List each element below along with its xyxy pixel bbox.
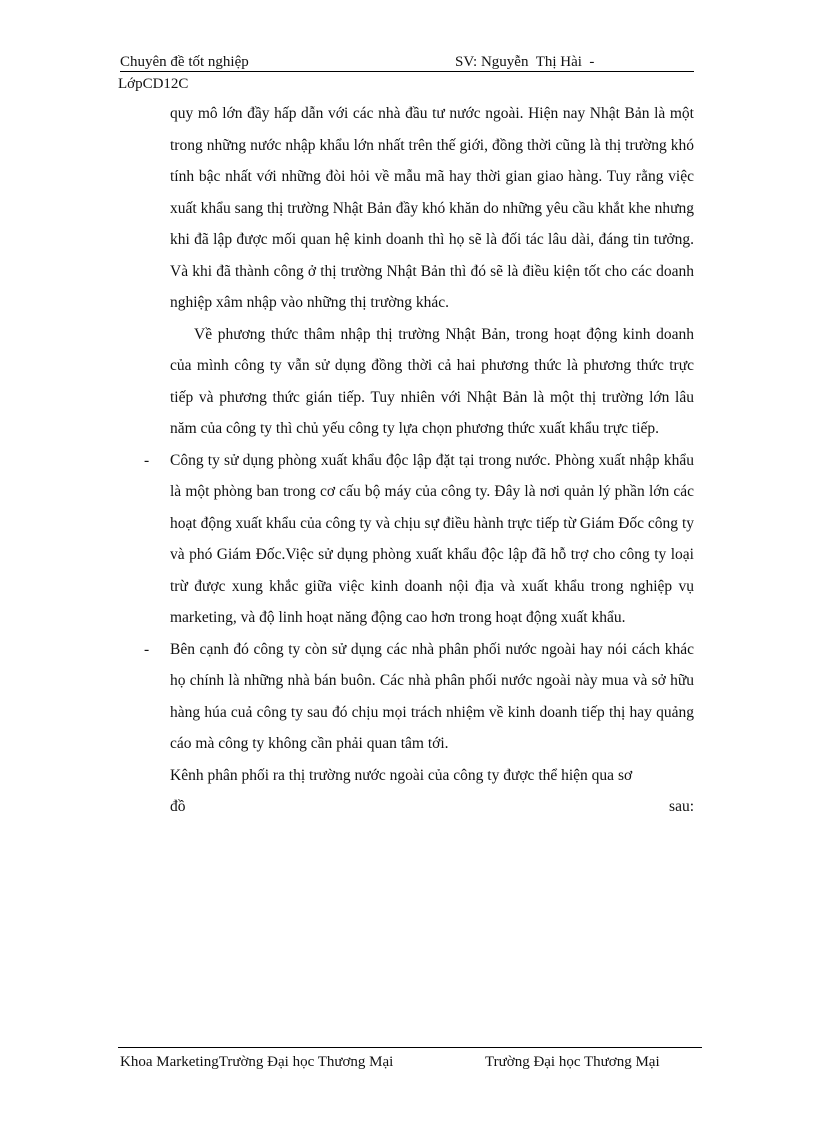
bullet-dash: - (144, 451, 150, 469)
paragraph-1: quy mô lớn đầy hấp dẫn với các nhà đầu tư nước ngoài. Hiện nay Nhật Bản là một trong những nước nhập khẩu lớn nhất trên thế giới, đồng thời cũng là thị trường khó tính bậc nhất với những đòi hỏi về mẫu mã hay thời gian giao hàng. Tuy rằng việc xuất khẩu sang thị trường Nhật Bản đầy khó khăn do những yêu cầu khắt khe nhưng khi đã lập được mối quan hệ kinh doanh thì họ sẽ là đối tác lâu dài, đáng tin tưởng. Và khi đã thành công ở thị trường Nhật Bản thì đó sẽ là điều kiện tốt cho các doanh nghiệp xâm nhập vào những thị trường khác. (170, 105, 694, 311)
paragraph-2: Về phương thức thâm nhập thị trường Nhật Bản, trong hoạt động kinh doanh của mình công ty vẫn sử dụng đồng thời cả hai phương thức là phương thức trực tiếp và phương thức gián tiếp. Tuy nhiên với Nhật Bản là một thị trường lớn lâu năm của công ty thì chủ yếu công ty lựa chọn phương thức xuất khẩu trực tiếp. (170, 325, 694, 437)
header-class: LớpCD12C (118, 76, 189, 92)
bullet-item-2 (144, 634, 694, 760)
paragraph-3-end-right: sau: (669, 798, 694, 815)
bullet-item-1 (144, 445, 694, 634)
header-student: SV: Nguyễn Thị Hài - (455, 54, 595, 70)
header-divider (120, 71, 694, 72)
bullet-item-1-text: Công ty sử dụng phòng xuất khẩu độc lập đặt tại trong nước. Phòng xuất nhập khẩu là một phòng ban trong cơ cấu bộ máy của công ty. Đây là nơi quản lý phần lớn các hoạt động xuất khẩu của công ty và chịu sự điều hành trực tiếp từ Giám Đốc công ty và phó Giám Đốc.Việc sử dụng phòng xuất khẩu độc lập đã hỗ trợ cho công ty loại trừ được xung khắc giữa việc kinh doanh nội địa và xuất khẩu trong nghiệp vụ marketing, và độ linh hoạt năng động cao hơn trong hoạt động xuất khẩu. (170, 451, 694, 626)
bullet-item-2-text: Bên cạnh đó công ty còn sử dụng các nhà phân phối nước ngoài hay nói cách khác họ chính là những nhà bán buôn. Các nhà phân phối nước ngoài này mua và sở hữu hàng húa cuả công ty sau đó chịu mọi trách nhiệm về kinh doanh tiếp thị hay quảng cáo mà công ty không cần phải quan tâm tới. (170, 640, 694, 752)
footer-divider (118, 1047, 702, 1048)
paragraph-3-last-line (170, 791, 694, 823)
footer-right: Trường Đại học Thương Mại (485, 1054, 660, 1070)
footer-left: Khoa MarketingTrường Đại học Thương Mại (120, 1054, 394, 1070)
bullet-dash: - (144, 640, 150, 658)
paragraph-3-end-left: đồ (170, 798, 186, 815)
header-title: Chuyên đề tốt nghiệp (120, 54, 249, 70)
paragraph-3: Kênh phân phối ra thị trường nước ngoài của công ty được thể hiện qua sơ (170, 766, 633, 784)
document-body (144, 98, 694, 823)
